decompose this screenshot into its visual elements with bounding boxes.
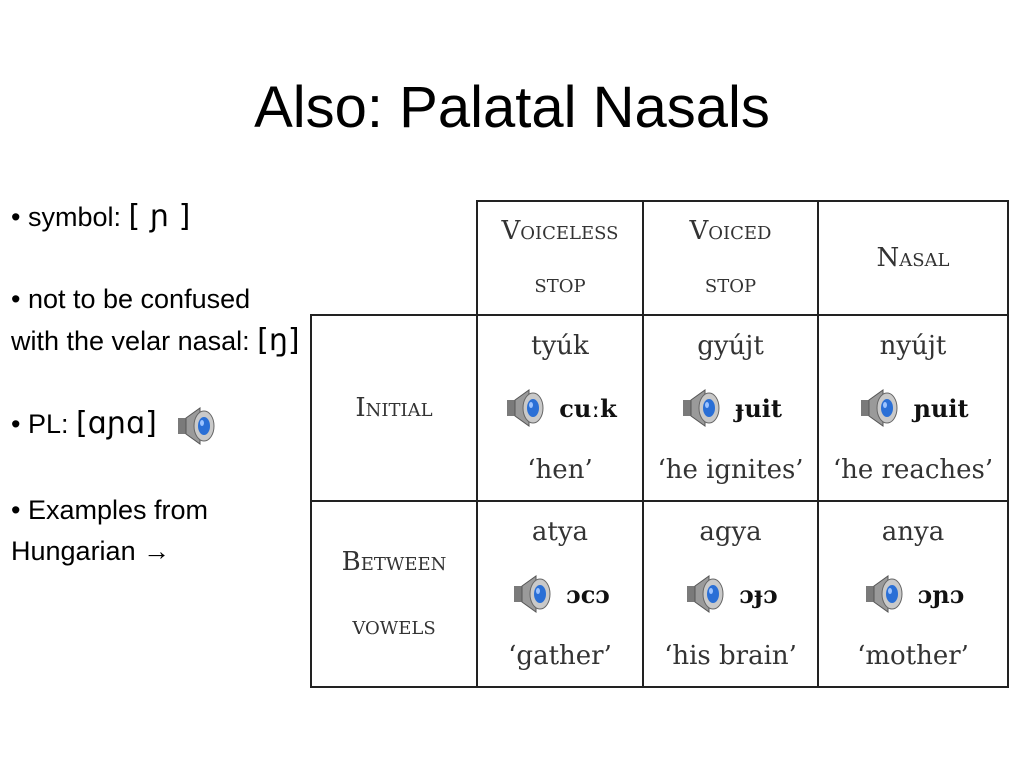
speaker-audio-icon[interactable]	[862, 571, 908, 617]
slide-title: Also: Palatal Nasals	[254, 75, 770, 140]
gloss: ‘he reaches’	[832, 455, 994, 485]
hungarian-word: tyúk	[531, 331, 589, 361]
bullet-examples: • Examples from Hungarian →	[11, 495, 209, 566]
col-header-voiceless: Voiceless stop	[477, 201, 643, 315]
gloss: ‘hen’	[527, 455, 593, 485]
bullet-symbol	[11, 196, 301, 238]
hungarian-examples-table	[310, 200, 1009, 688]
gloss: ‘gather’	[508, 641, 612, 671]
speaker-audio-icon[interactable]	[679, 385, 725, 431]
table-cell	[477, 315, 643, 501]
pl-transcription: [ɑɲɑ]	[76, 406, 157, 442]
hungarian-word: nyújt	[879, 331, 947, 361]
ipa-transcription: ɔcɔ	[566, 579, 610, 609]
speaker-audio-icon[interactable]	[857, 385, 903, 431]
speaker-audio-icon[interactable]	[503, 385, 549, 431]
gloss: ‘he ignites’	[657, 455, 804, 485]
ipa-transcription: ɲuit	[913, 393, 969, 423]
row-header-initial: Initial	[311, 315, 477, 501]
col-header-nasal: Nasal	[818, 201, 1008, 315]
table-cell	[818, 501, 1008, 687]
bullet-pl-text: • PL:	[11, 409, 69, 440]
table-cell	[477, 501, 643, 687]
table-cell	[643, 501, 818, 687]
velar-nasal-symbol: [ŋ]	[257, 323, 300, 358]
gloss: ‘his brain’	[664, 641, 797, 671]
col-header-voiced: Voiced stop	[643, 201, 818, 315]
gloss: ‘mother’	[857, 641, 969, 671]
ipa-transcription: cuːk	[559, 393, 617, 423]
speaker-audio-icon[interactable]	[174, 403, 220, 449]
bullet-list	[11, 196, 301, 613]
row-header-between-vowels: Between vowels	[311, 501, 477, 687]
bullet-velar-text: • not to be confused with the velar nasal:	[11, 284, 251, 356]
bullet-velar	[11, 279, 301, 362]
hungarian-word: agya	[699, 517, 762, 547]
table-cell	[818, 315, 1008, 501]
table-corner	[311, 201, 477, 315]
ipa-transcription: ɔɲɔ	[917, 579, 965, 609]
ipa-transcription: ɔɟɔ	[739, 579, 778, 609]
hungarian-word: gyújt	[697, 331, 764, 361]
ipa-transcription: ɟuit	[735, 393, 782, 423]
palatal-nasal-symbol: [ ɲ ]	[128, 199, 191, 234]
table-cell	[643, 315, 818, 501]
speaker-audio-icon[interactable]	[510, 571, 556, 617]
bullet-symbol-text: • symbol:	[11, 202, 121, 232]
speaker-audio-icon[interactable]	[683, 571, 729, 617]
hungarian-word: anya	[881, 517, 945, 547]
hungarian-word: atya	[531, 517, 589, 547]
bullet-pl	[11, 403, 301, 449]
